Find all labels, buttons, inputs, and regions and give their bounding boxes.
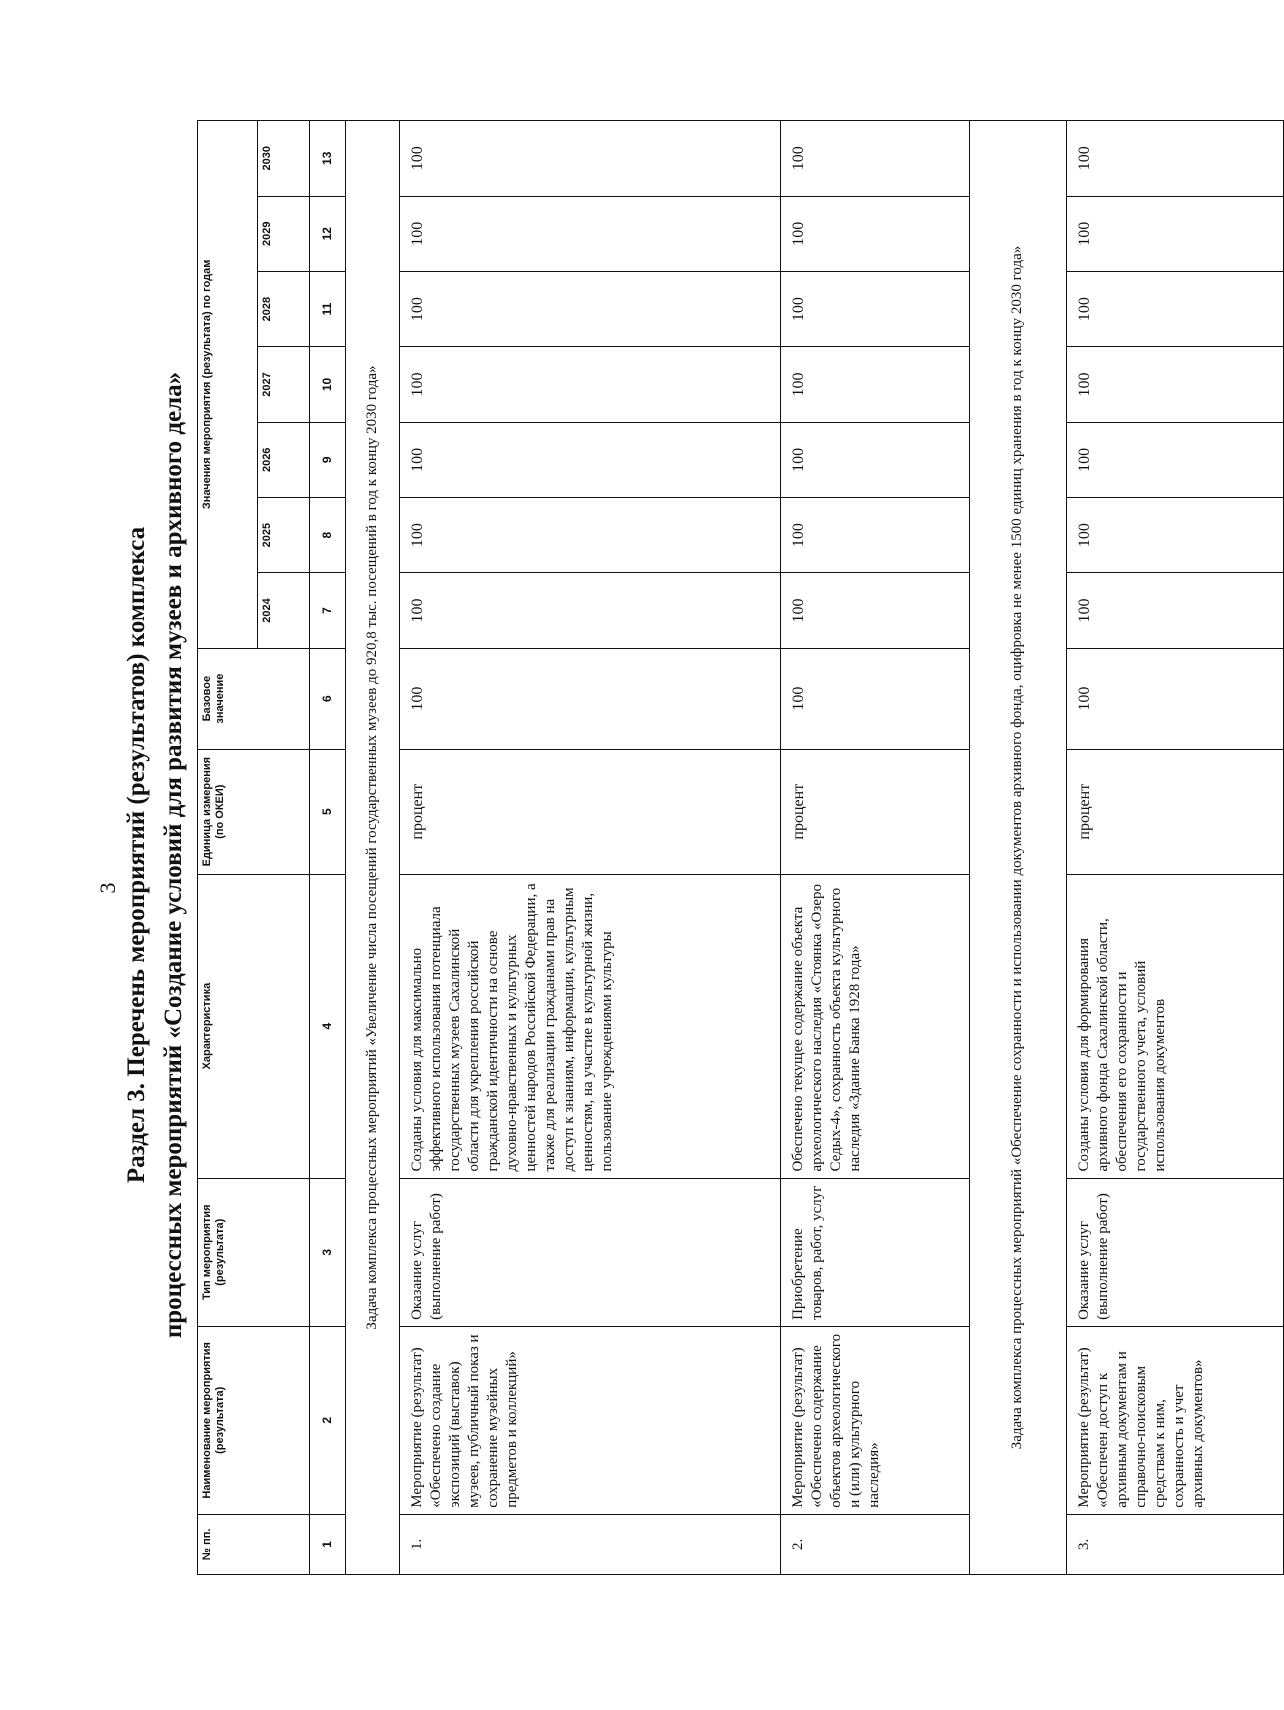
row-year-value: 100 — [1067, 497, 1284, 572]
header-base: Базовое значение — [198, 648, 310, 749]
row-year-value: 100 — [1067, 573, 1284, 648]
row-year-value: 100 — [781, 121, 969, 197]
row-year-value: 100 — [781, 271, 969, 346]
header-years-group: Значения мероприятия (результата) по годам — [198, 121, 258, 649]
column-number: 1 — [310, 1514, 346, 1574]
header-year: 2029 — [257, 196, 309, 271]
row-base-value: 100 — [399, 648, 780, 749]
row-base-value: 100 — [781, 648, 969, 749]
column-number: 2 — [310, 1326, 346, 1514]
row-type: Приобретение товаров, работ, услуг — [781, 1178, 969, 1326]
header-year: 2028 — [257, 271, 309, 346]
page-number: 3 — [95, 882, 120, 894]
column-number: 7 — [310, 573, 346, 648]
column-number: 9 — [310, 422, 346, 497]
row-year-value: 100 — [399, 573, 780, 648]
row-year-value: 100 — [399, 422, 780, 497]
row-characteristic: Созданы условия для максимально эффективного использования потенциала государственных музеев Сахалинской области для укрепления российской гражданской идентичности на основе духовно-нравственных и культурных ценностей народов Российской Федерации, а также для реализации гражданами прав на доступ к знаниям, информации, культурным ценностям, на участие в культурной жизни, пользование учреждениями культуры — [399, 874, 780, 1178]
column-number: 6 — [310, 648, 346, 749]
row-type: Оказание услуг (выполнение работ) — [1067, 1178, 1284, 1326]
row-characteristic: Обеспечено текущее содержание объекта археологического наследия «Стоянка «Озеро Седых-4», сохранность объекта культурного наследия «Здание Банка 1928 года» — [781, 874, 969, 1178]
task-row — [346, 121, 400, 1575]
row-characteristic: Созданы условия для формирования архивного фонда Сахалинской области, обеспечения его сохранности и государственного учета, условий использования документов — [1067, 874, 1284, 1178]
table-row — [781, 121, 969, 1575]
section-title-line1: Раздел 3. Перечень мероприятий (результатов) комплекса — [123, 526, 150, 1184]
row-year-value: 100 — [781, 573, 969, 648]
row-year-value: 100 — [1067, 121, 1284, 197]
column-number: 8 — [310, 497, 346, 572]
row-year-value: 100 — [399, 196, 780, 271]
header-year: 2030 — [257, 121, 309, 197]
column-number: 3 — [310, 1178, 346, 1326]
row-year-value: 100 — [1067, 422, 1284, 497]
row-base-value: 100 — [1067, 648, 1284, 749]
task-row — [969, 121, 1066, 1575]
row-name: Мероприятие (результат) «Обеспечено содержание объектов археологического и (или) культурного наследия» — [781, 1326, 969, 1514]
row-name: Мероприятие (результат) «Обеспечено создание экспозиций (выставок) музеев, публичный показ и сохранение музейных предметов и коллекций» — [399, 1326, 780, 1514]
row-year-value: 100 — [1067, 347, 1284, 422]
column-number-row — [310, 121, 346, 1575]
row-unit: процент — [399, 749, 780, 874]
table-row — [399, 121, 780, 1575]
header-type: Тип мероприятия (результата) — [198, 1178, 310, 1326]
row-year-value: 100 — [781, 347, 969, 422]
header-num: № пп. — [198, 1514, 310, 1574]
header-year: 2025 — [257, 497, 309, 572]
section-title — [118, 240, 192, 1470]
header-year: 2027 — [257, 347, 309, 422]
row-year-value: 100 — [399, 271, 780, 346]
row-year-value: 100 — [781, 422, 969, 497]
row-year-value: 100 — [399, 497, 780, 572]
row-year-value: 100 — [781, 497, 969, 572]
header-row — [198, 121, 258, 1575]
column-number: 5 — [310, 749, 346, 874]
section-title-line2: процессных мероприятий «Создание условий для развития музеев и архивного дела» — [160, 371, 187, 1339]
header-characteristic: Характеристика — [198, 874, 310, 1178]
row-number: 2. — [781, 1514, 969, 1574]
row-name: Мероприятие (результат) «Обеспечен доступ к архивным документам и справочно-поисковым средствам к ним, сохранность и учет архивных документов» — [1067, 1326, 1284, 1514]
row-number: 1. — [399, 1514, 780, 1574]
header-year: 2024 — [257, 573, 309, 648]
task-title: Задача комплекса процессных мероприятий «Увеличение числа посещений государственных музеев до 920,8 тыс. посещений в год к концу 2030 года» — [346, 121, 400, 1575]
row-unit: процент — [1067, 749, 1284, 874]
row-type: Оказание услуг (выполнение работ) — [399, 1178, 780, 1326]
header-year: 2026 — [257, 422, 309, 497]
column-number: 11 — [310, 271, 346, 346]
row-year-value: 100 — [399, 121, 780, 197]
row-unit: процент — [781, 749, 969, 874]
measures-table — [197, 120, 1284, 1575]
header-name: Наименование мероприятия (результата) — [198, 1326, 310, 1514]
task-title: Задача комплекса процессных мероприятий «Обеспечение сохранности и использовании документов архивного фонда, оцифровка не менее 1500 единиц хранения в год к концу 2030 года» — [969, 121, 1066, 1575]
row-year-value: 100 — [1067, 271, 1284, 346]
header-unit: Единица измерения (по ОКЕИ) — [198, 749, 310, 874]
row-year-value: 100 — [781, 196, 969, 271]
column-number: 10 — [310, 347, 346, 422]
table-row — [1067, 121, 1284, 1575]
column-number: 4 — [310, 874, 346, 1178]
row-number: 3. — [1067, 1514, 1284, 1574]
row-year-value: 100 — [1067, 196, 1284, 271]
column-number: 12 — [310, 196, 346, 271]
column-number: 13 — [310, 121, 346, 197]
row-year-value: 100 — [399, 347, 780, 422]
